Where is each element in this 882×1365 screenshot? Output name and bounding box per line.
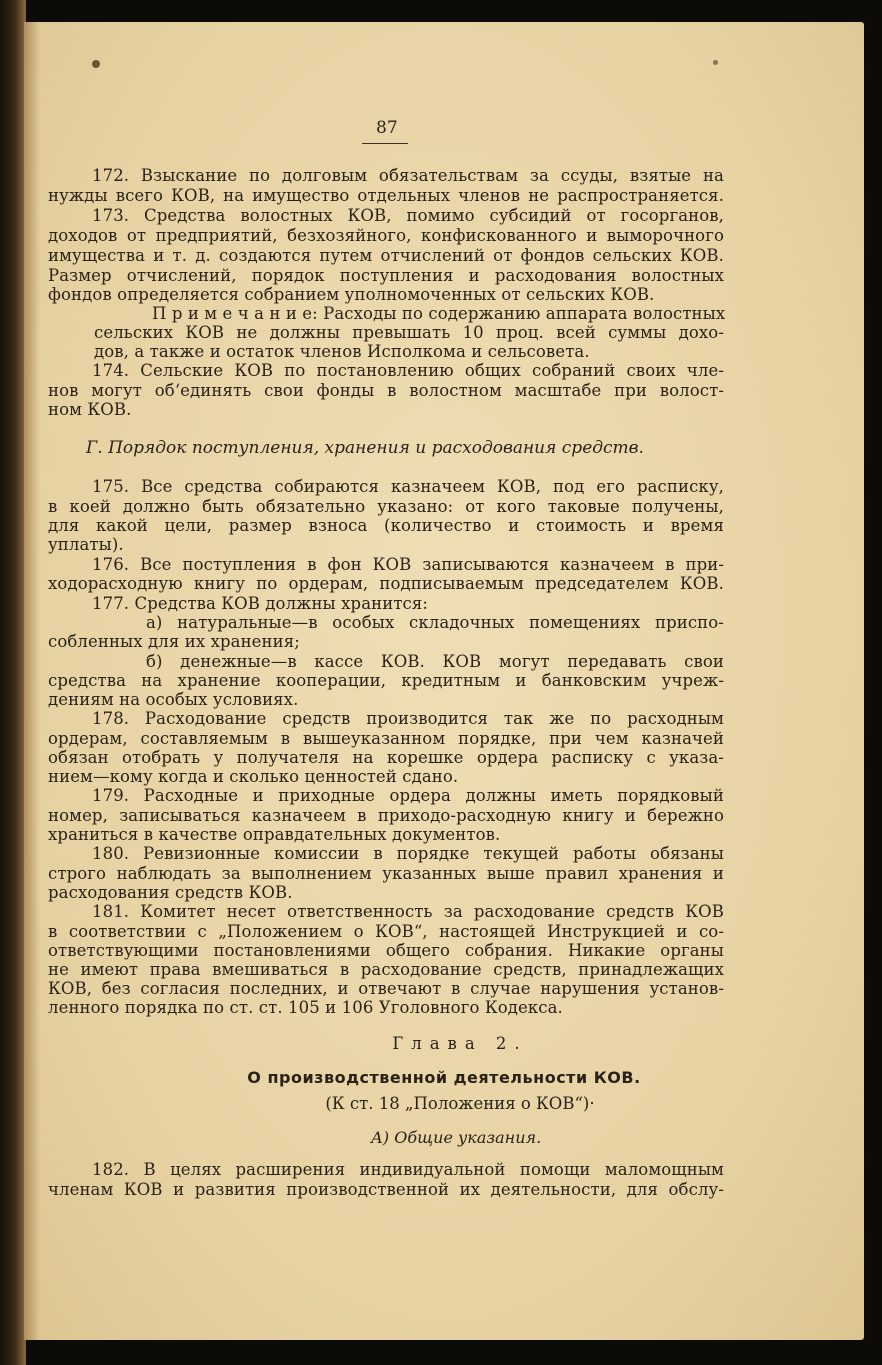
chapter-reference: (К ст. 18 „Положения о КОВ“)·	[325, 1094, 595, 1113]
text-line: средства на хранение кооперации, кредитным и банковским учреж-	[48, 671, 724, 690]
text-line: ленного порядка по ст. ст. 105 и 106 Уголовного Кодекса.	[48, 998, 563, 1017]
text-line: 179. Расходные и приходные ордера должны иметь порядковый	[92, 786, 724, 805]
text-line: расходования средств КОВ.	[48, 883, 293, 902]
text-line: в коей должно быть обязательно указано: от кого таковые получены,	[48, 497, 724, 516]
text-line: имущества и т. д. создаются путем отчислений от фондов сельских КОВ.	[48, 246, 724, 265]
text-line: ном КОВ.	[48, 400, 132, 419]
text-line: 182. В целях расширения индивидуальной помощи маломощным	[92, 1160, 724, 1179]
text-line: нужды всего КОВ, на имущество отдельных членов не распространяется.	[48, 186, 724, 205]
page-number-rule	[362, 143, 408, 144]
text-line: ордерам, составляемым в вышеуказанном порядке, при чем казначей	[48, 729, 724, 748]
text-line: ответствующими постановлениями общего собрания. Никакие органы	[48, 941, 724, 960]
text-line: Размер отчислений, порядок поступления и расходования волостных	[48, 266, 724, 285]
text-line: доходов от предприятий, безхозяйного, конфискованного и выморочного	[48, 226, 724, 245]
text-line: а) натуральные—в особых складочных помещениях приспо-	[146, 613, 724, 632]
text-line: б) денежные—в кассе КОВ. КОВ могут передавать свои	[146, 652, 724, 671]
page-number: 87	[376, 118, 398, 138]
text-line: уплаты).	[48, 535, 124, 554]
text-line: 174. Сельские КОВ по постановлению общих собраний своих чле-	[92, 361, 724, 380]
note-line: П р и м е ч а н и е: Расходы по содержанию аппарата волостных	[152, 304, 726, 323]
text-line: нов могут об‘единять свои фонды в волостном масштабе при волост-	[48, 381, 724, 400]
text-line: обязан отобрать у получателя на корешке ордера расписку с указа-	[48, 748, 724, 767]
text-line: храниться в качестве оправдательных документов.	[48, 825, 501, 844]
text-line: собленных для их хранения;	[48, 632, 300, 651]
text-line: членам КОВ и развития производственной их деятельности, для обслу-	[48, 1180, 724, 1199]
paper-spot	[713, 60, 718, 65]
text-line: строго наблюдать за выполнением указанных выше правил хранения и	[48, 864, 724, 883]
note-line: дов, а также и остаток членов Исполкома и сельсовета.	[94, 342, 590, 361]
text-line: не имеют права вмешиваться в расходование средств, принадлежащих	[48, 960, 724, 979]
paper-spot	[92, 60, 100, 68]
scan-edge-left	[0, 0, 26, 1365]
text-line: 177. Средства КОВ должны хранится:	[92, 594, 429, 613]
text-line: 173. Средства волостных КОВ, помимо субсидий от госорганов,	[92, 206, 724, 225]
text-line: в соответствии с „Положением о КОВ“, настоящей Инструкцией и со-	[48, 922, 724, 941]
text-line: КОВ, без согласия последних, и отвечают в случае нарушения установ-	[48, 979, 724, 998]
text-line: 175. Все средства собираются казначеем КОВ, под его расписку,	[92, 477, 724, 496]
text-line: дениям на особых условиях.	[48, 690, 299, 709]
note-line: сельских КОВ не должны превышать 10 проц. всей суммы дохо-	[94, 323, 724, 342]
chapter-label: Глава 2.	[392, 1034, 528, 1053]
text-line: нием—кому когда и сколько ценностей сдано.	[48, 767, 459, 786]
text-line: 178. Расходование средств производится так же по расходным	[92, 709, 724, 728]
text-line: 176. Все поступления в фон КОВ записываются казначеем в при-	[92, 555, 724, 574]
chapter-subheading: А) Общие указания.	[370, 1128, 542, 1147]
text-line: номер, записываться казначеем в приходо-расходную книгу и бережно	[48, 806, 724, 825]
section-heading: Г. Порядок поступления, хранения и расходования средств.	[86, 438, 644, 458]
text-line: ходорасходную книгу по ордерам, подписываемым председателем КОВ.	[48, 574, 724, 593]
text-line: 181. Комитет несет ответственность за расходование средств КОВ	[92, 902, 724, 921]
text-line: 172. Взыскание по долговым обязательствам за ссуды, взятые на	[92, 166, 724, 185]
text-line: фондов определяется собранием уполномоченных от сельских КОВ.	[48, 285, 655, 304]
text-line: 180. Ревизионные комиссии в порядке текущей работы обязаны	[92, 844, 724, 863]
chapter-title: О производственной деятельности КОВ.	[247, 1068, 641, 1087]
text-line: для какой цели, размер взноса (количество и стоимость и время	[48, 516, 724, 535]
